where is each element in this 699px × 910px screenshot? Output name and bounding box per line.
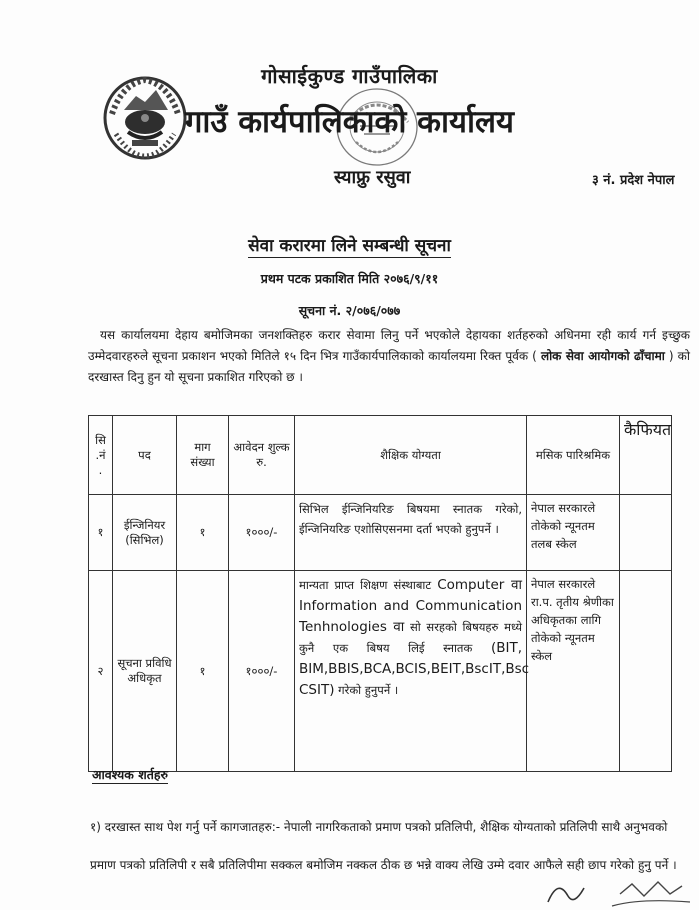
row-qualification: सिभिल ईन्जिनियरिङ बिषयमा स्नातक गरेको, ईन्जिनियरिङ एशोसिएसनमा दर्ता भएको हुनुपर्ने । (295, 495, 527, 571)
row-post: ईन्जिनियर (सिभिल) (113, 495, 177, 571)
header-qualification: शैक्षिक योग्यता (295, 416, 527, 495)
row-count: १ (177, 571, 229, 772)
header-sn: सि .नं . (89, 416, 113, 495)
header-salary: मसिक पारिश्रमिक (527, 416, 620, 495)
row-remarks (620, 495, 672, 571)
header-fee: आवेदन शुल्क रु. (229, 416, 295, 495)
row-fee: १०००/- (229, 495, 295, 571)
table-row (89, 571, 672, 772)
row-count: १ (177, 495, 229, 571)
row-salary: नेपाल सरकारले रा.प. तृतीय श्रेणीका अधिकृतका लागि तोकेको न्यूनतम स्केल (527, 571, 620, 772)
notice-title: सेवा करारमा लिने सम्बन्धी सूचना (248, 236, 451, 256)
row-sn: १ (89, 495, 113, 571)
header-remarks: कैफियत (620, 416, 672, 495)
condition-item: १) दरखास्त साथ पेश गर्नु पर्ने कागजातहरु:- नेपाली नागरिकताको प्रमाण पत्रको प्रतिलिपी, शैक्षिक योग्यताको प्रतिलिपी साथै अनुभवको प्रमाण पत्रको प्रतिलिपी र सबै प्रतिलिपीमा सक्कल बमोजिम नक्कल ठीक छ भन्ने वाक्य लेखि उम्मे दवार आफैले सही छाप गरेको हुनु पर्ने । (90, 820, 677, 872)
row-post: सूचना प्रविधि अधिकृत (113, 571, 177, 772)
office-location: स्याफ्रु रसुवा (334, 167, 411, 188)
notice-intro: यस कार्यालयमा देहाय बमोजिमका जनशक्तिहरु करार सेवामा लिनु पर्ने भएकोले देहायका शर्तहरुको अधिनमा रही कार्य गर्न इच्छुक उम्मेदवारहरुले सूचना प्रकाशन भएको मितिले १५ दिन भित्र गाउँकार्यपालिकाको कार्यालयमा रिक्त पूर्वक ( लोक सेवा आयोगको ढाँचामा ) को दरखास्त दिनु हुन यो सूचना प्रकाशित गरिएको छ । (88, 328, 690, 384)
header-count: माग संख्या (177, 416, 229, 495)
row-fee: १०००/- (229, 571, 295, 772)
table-header-row (89, 416, 672, 495)
vacancy-table (88, 415, 672, 772)
row-salary: नेपाल सरकारले तोकेको न्यूनतम तलब स्केल (527, 495, 620, 571)
municipality-name: गोसाईकुण्ड गाउँपालिका (261, 64, 438, 88)
office-name: गाउँ कार्यपालिकाको कार्यालय (184, 104, 515, 140)
province-label: ३ नं. प्रदेश नेपाल (592, 173, 675, 188)
signature-icon (540, 872, 699, 910)
notice-number: सूचना नं. २/०७६/०७७ (298, 303, 401, 318)
row-remarks (620, 571, 672, 772)
conditions-heading: आवश्यक शर्तहरु (92, 767, 168, 782)
table-row (89, 495, 672, 571)
publish-date: प्रथम पटक प्रकाशित मिति २०७६/९/११ (260, 271, 439, 286)
row-sn: २ (89, 571, 113, 772)
row-qualification: मान्यता प्राप्त शिक्षण संस्थाबाट Computer वा Information and Communication Tenhnologies वा सो सरहको बिषयहरु मध्ये कुनै एक बिषय लिई स्नातक (BIT, BIM,BBIS,BCA,BCIS,BEIT,BscIT,Bsc CSIT) गरेको हुनुपर्ने । (295, 571, 527, 772)
header-post: पद (113, 416, 177, 495)
